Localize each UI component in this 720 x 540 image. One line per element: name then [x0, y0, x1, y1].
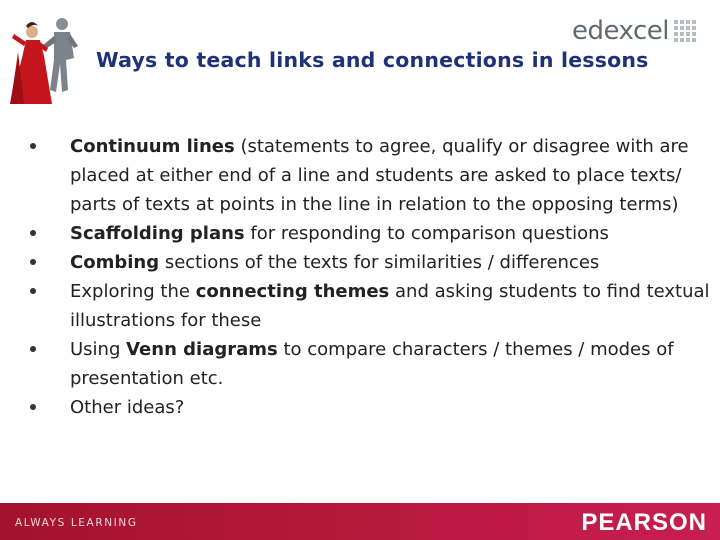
bullet-item	[30, 393, 710, 422]
bullet-text: to compare characters / themes / modes of presentation etc.	[70, 339, 674, 389]
bullet-bold-text: Combing	[70, 252, 160, 273]
bullet-text-pre: Other ideas?	[70, 397, 185, 418]
bullet-text: for responding to comparison questions	[244, 223, 609, 244]
bullet-dot-icon	[30, 404, 36, 410]
bullet-bold-text: Continuum lines	[70, 136, 235, 157]
bullet-item	[30, 219, 710, 248]
bullet-dot-icon	[30, 230, 36, 236]
bullet-dot-icon	[30, 288, 36, 294]
footer-band	[0, 503, 720, 540]
bullet-item	[30, 277, 710, 335]
bullet-bold-text: Venn diagrams	[126, 339, 278, 360]
bullet-dot-icon	[30, 259, 36, 265]
bullet-bold-text: connecting themes	[195, 281, 390, 302]
bullet-item	[30, 248, 710, 277]
bullet-bold-text: Scaffolding plans	[70, 223, 245, 244]
footer-tagline: ALWAYS LEARNING	[15, 517, 138, 529]
bullet-text: (statements to agree, qualify or disagree with are placed at either end of a line and students are asked to place texts/ parts of texts at points in the line in relation to the opposing terms)	[70, 136, 689, 215]
bullet-list	[30, 132, 710, 422]
bullet-text: and asking students to find textual illustrations for these	[70, 281, 710, 331]
edexcel-logo-text: edexcel	[572, 16, 669, 46]
bullet-item	[30, 132, 710, 219]
edexcel-logo	[572, 14, 696, 48]
slide-title: Ways to teach links and connections in lessons	[96, 48, 649, 72]
bullet-text: sections of the texts for similarities / differences	[159, 252, 600, 273]
dancers-illustration	[4, 12, 84, 108]
bullet-text-pre: Exploring the	[70, 281, 196, 302]
bullet-item	[30, 335, 710, 393]
bullet-dot-icon	[30, 346, 36, 352]
bullet-text-pre: Using	[70, 339, 127, 360]
edexcel-grid-icon	[674, 20, 696, 42]
bullet-dot-icon	[30, 143, 36, 149]
pearson-logo: PEARSON	[581, 509, 707, 536]
